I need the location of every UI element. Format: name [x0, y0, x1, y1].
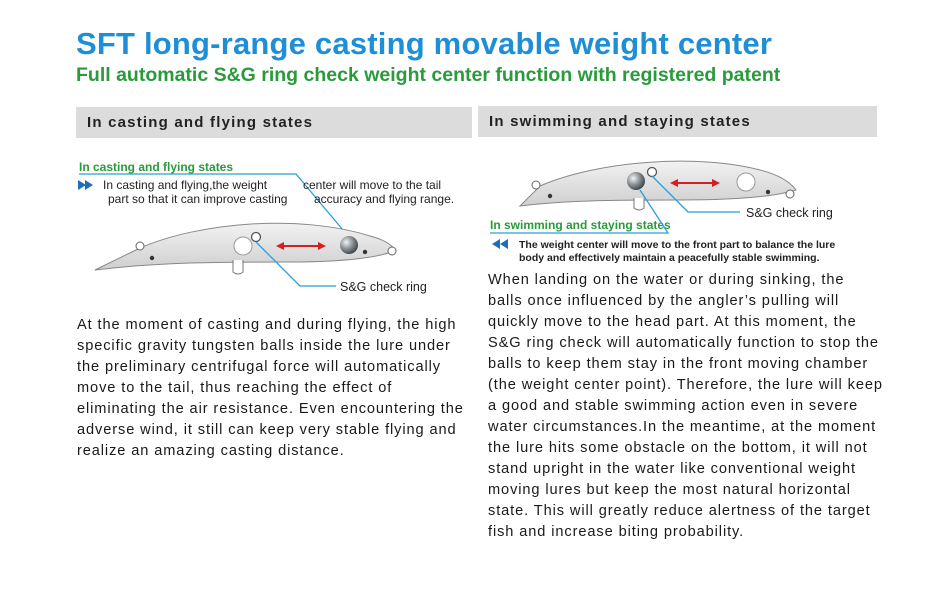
casting-caption-2b: accuracy and flying range. [314, 192, 455, 206]
swimming-empty-chamber [737, 173, 755, 191]
casting-tungsten-ball [340, 236, 358, 254]
casting-belly-eye [233, 260, 243, 274]
swimming-tail-ring [532, 181, 540, 189]
casting-description: At the moment of casting and during flying, the high specific gravity tungsten balls inside the lure under the preliminary centrifugal force will automatically move to the tail, thus reaching the effect of eliminating the air resistance. Even encountering the adverse wind, it still can keep very stable flying and realize an amazing casting distance. [77, 317, 464, 459]
casting-ring-label: S&G check ring [340, 280, 427, 294]
swimming-check-ring [648, 168, 657, 177]
swimming-bullet-icon [492, 239, 500, 249]
casting-caption-1: In casting and flying,the weight [103, 178, 268, 192]
swimming-diagram-label: In swimming and staying states [490, 218, 671, 232]
section-heading-swimming: In swimming and staying states [489, 113, 751, 130]
page-subtitle: Full automatic S&G ring check weight center function with registered patent [76, 64, 781, 86]
swimming-tungsten-ball [627, 172, 645, 190]
casting-diagram [78, 160, 454, 294]
swimming-belly-eye [634, 198, 644, 210]
casting-check-ring [252, 233, 261, 242]
casting-nose-ring [388, 247, 396, 255]
section-heading-casting: In casting and flying states [87, 114, 314, 131]
casting-caption-1b: center will move to the tail [303, 178, 442, 192]
swimming-diagram [490, 161, 835, 264]
casting-empty-chamber [234, 237, 252, 255]
casting-tail-ring [136, 242, 144, 250]
page-title: SFT long-range casting movable weight center [76, 26, 773, 61]
swimming-nose-ring [786, 190, 794, 198]
swimming-ring-label: S&G check ring [746, 206, 833, 220]
casting-caption-2: part so that it can improve casting [108, 192, 288, 206]
swimming-caption-2: body and effectively maintain a peacefully stable swimming. [519, 252, 820, 264]
swimming-caption-1: The weight center will move to the front part to balance the lure [519, 239, 836, 251]
casting-bullet-icon [78, 180, 86, 190]
casting-diagram-label: In casting and flying states [79, 160, 234, 174]
swimming-description: When landing on the water or during sinking, the balls once influenced by the angler’s pulling will quickly move to the head part. At this moment, the S&G ring check will automatically function to stop the balls to keep them stay in the front moving chamber (the weight center point). Therefore, the lure will keep a good and stable swimming action even in severe water circumstances.In the meantime, at the moment the lure hits some obstacle on the bottom, it will not stand upright in the water like conventional weight moving lures but keep the most natural horizontal state. This will greatly reduce alertness of the target fish and increase biting probability. [488, 272, 883, 540]
